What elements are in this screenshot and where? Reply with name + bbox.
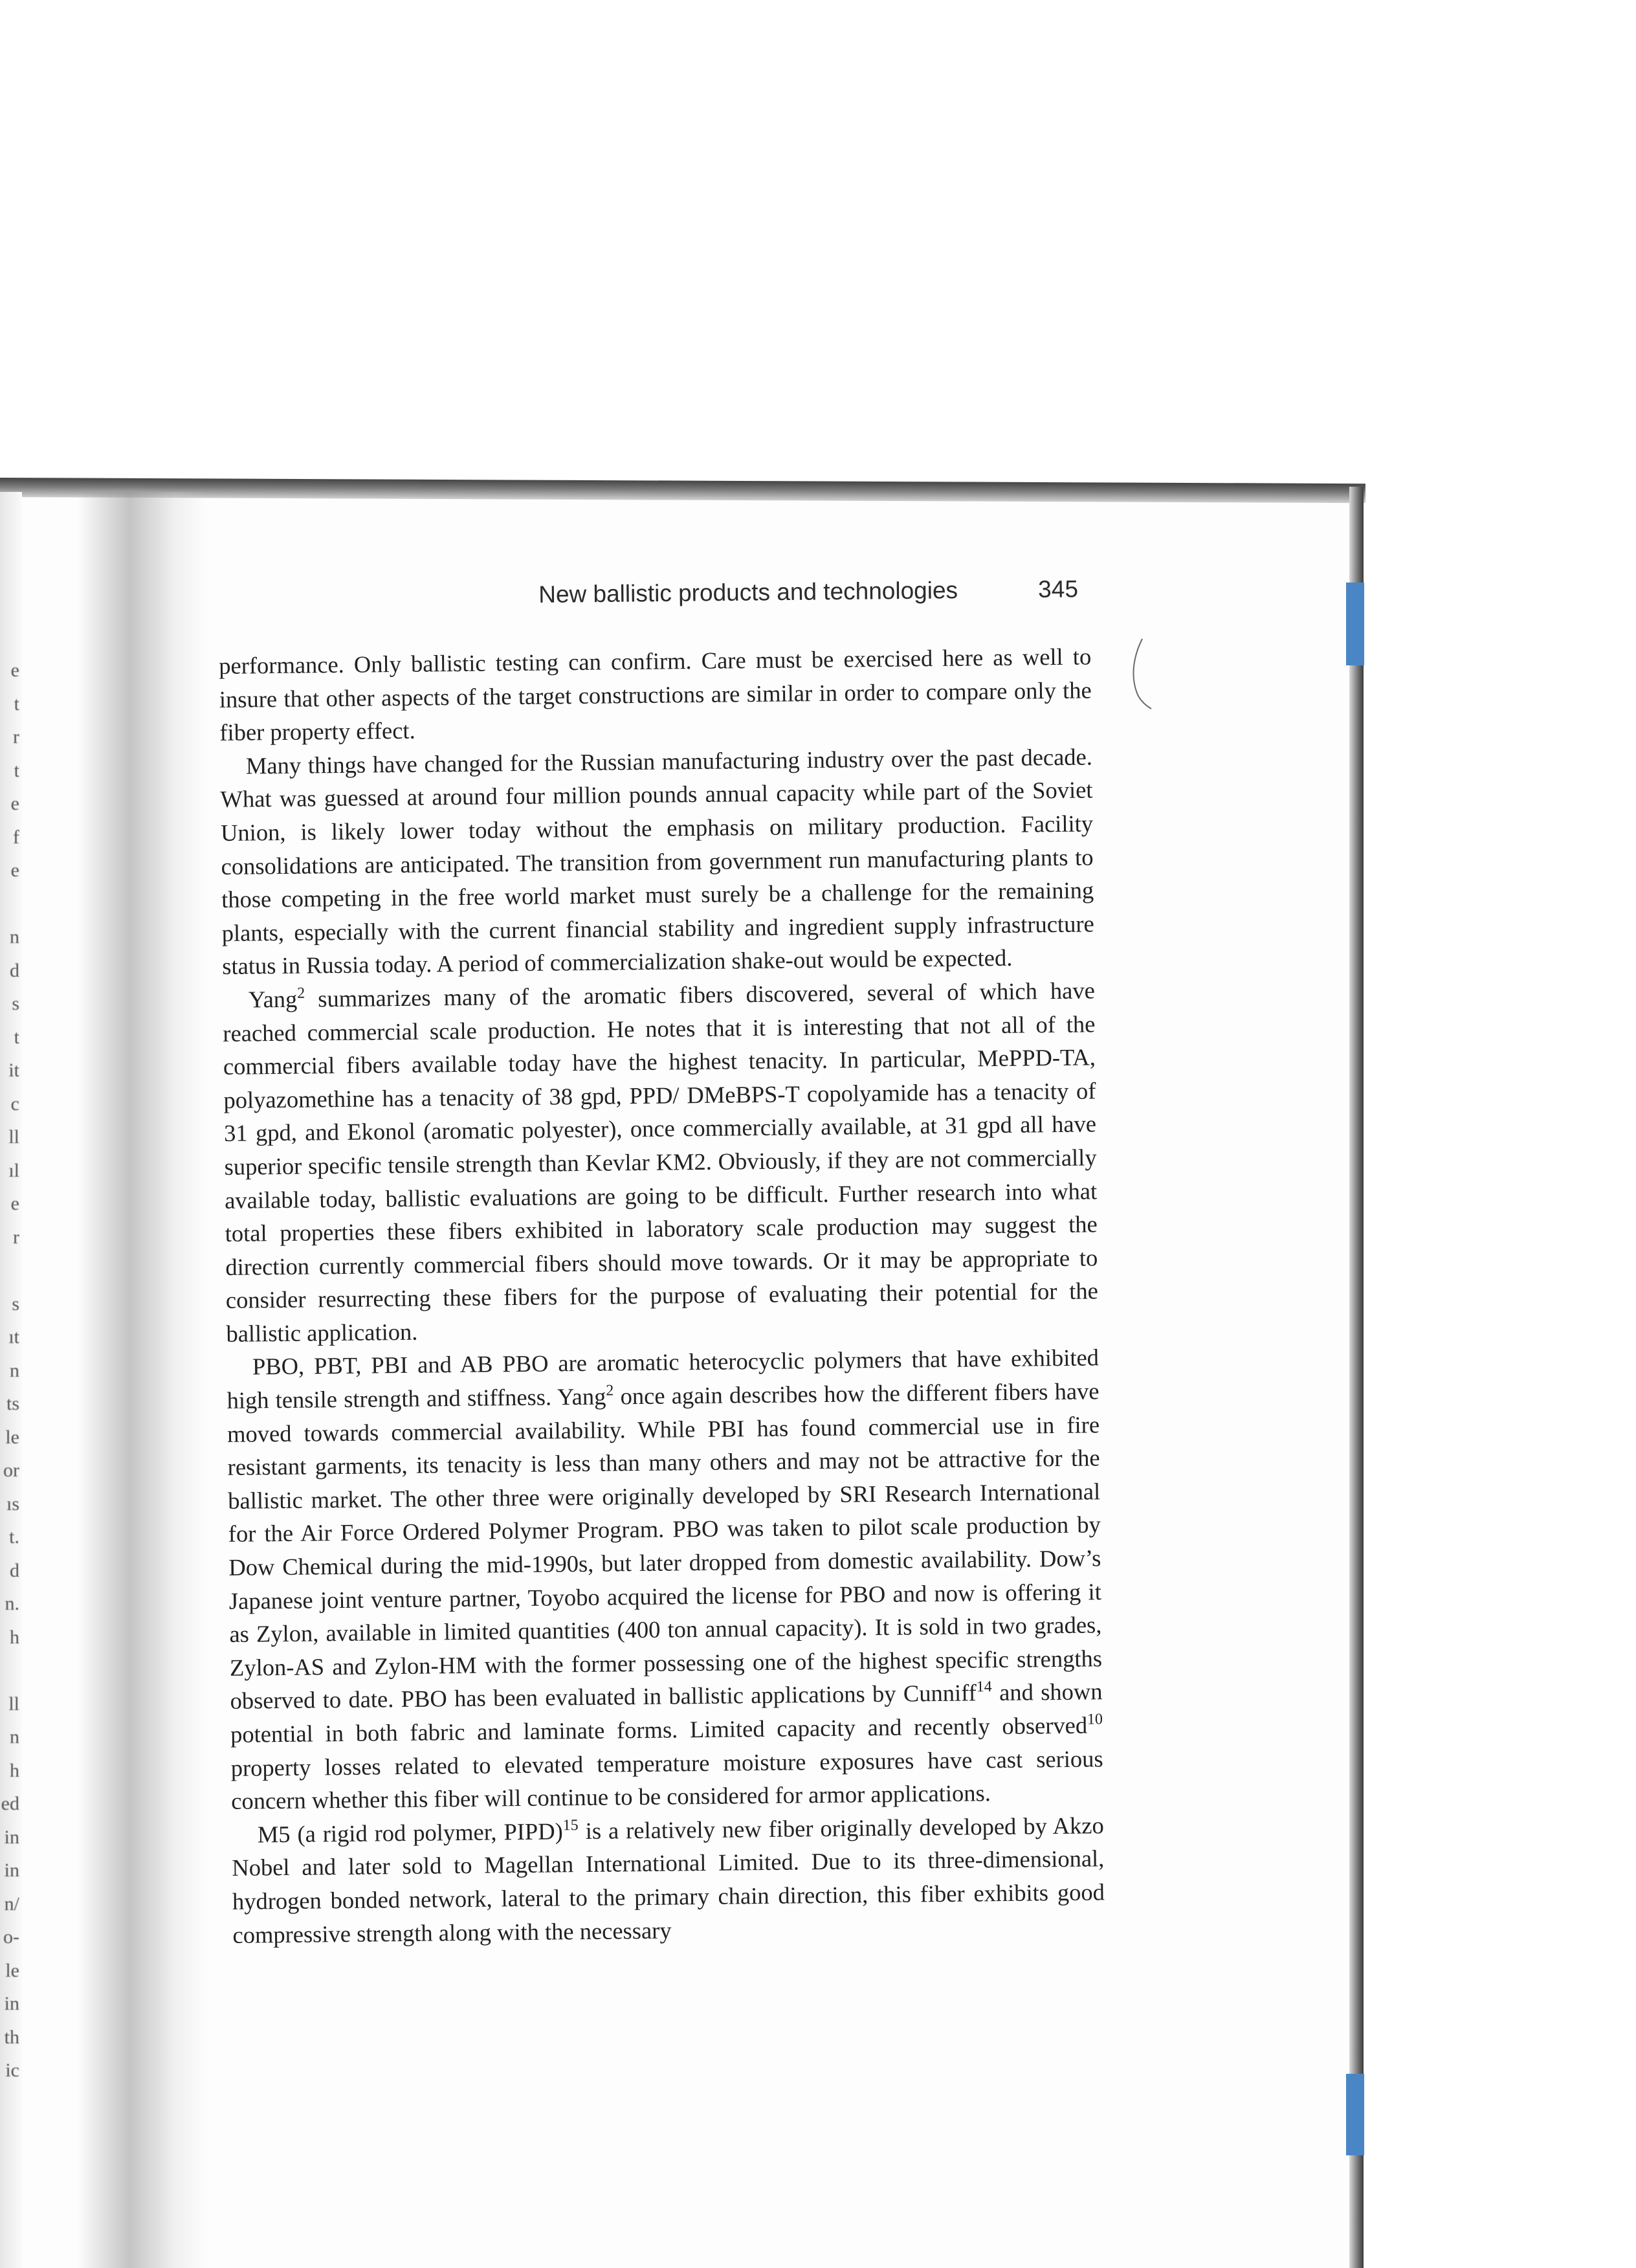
facing-page-fragment: n: [10, 926, 19, 948]
paragraph: [223, 973, 1099, 1350]
facing-page-fragment: [0, 1654, 19, 1687]
facing-page-fragment: d: [10, 959, 19, 981]
facing-page-fragment: [0, 1254, 19, 1287]
paragraph: [232, 1808, 1105, 1951]
paragraph-text: PBO, PBT, PBI and AB PBO are aromatic heterocyclic polymers that have exhibited high tensile strength and stiffness. Yang: [227, 1344, 1100, 1414]
facing-page-fragment: e: [10, 1193, 19, 1214]
paragraph-text: Yang: [248, 985, 298, 1013]
facing-page-fragment: n: [10, 1359, 19, 1381]
facing-page-fragment: it: [8, 1060, 19, 1081]
paragraph: [219, 639, 1092, 749]
citation-superscript: 2: [606, 1382, 614, 1399]
facing-page-fragment: f: [13, 826, 19, 848]
facing-page-fragment: e: [10, 860, 19, 881]
facing-page-text-fragments: [0, 654, 19, 2087]
facing-page-fragment: s: [12, 1293, 19, 1315]
facing-page-fragment: ıl: [8, 1159, 19, 1181]
facing-page-fragment: le: [5, 1959, 19, 1981]
facing-page-fragment: ll: [8, 1693, 19, 1715]
paragraph-text: Many things have changed for the Russian manufacturing industry over the past decade. What was guessed at around four million pounds annual capacity while part of the Soviet Union, is likely lower today without the emphasis on military production. Facility consolidations are anticipated. The transition from government run manufacturing plants to those competing in the free world market must surely be a challenge for the remaining plants, especially with the current financial stability and ingredient supply infrastructure status in Russia today. A period of commercialization shake-out would be expected.: [220, 743, 1094, 980]
facing-page-fragment: n/: [4, 1893, 19, 1915]
facing-page-fragment: e: [10, 660, 19, 681]
paragraph-text: property losses related to elevated temperature moisture exposures have cast serious concern whether this fiber will continue to be considered for armor applications.: [230, 1744, 1103, 1815]
facing-page-fragment: c: [10, 1093, 19, 1115]
facing-page-fragment: ıt: [8, 1326, 19, 1348]
paragraph: [227, 1341, 1104, 1818]
facing-page-fragment: or: [3, 1460, 19, 1481]
facing-page-fragment: t.: [9, 1526, 19, 1548]
facing-page-fragment: ed: [1, 1793, 19, 1814]
citation-superscript: 2: [297, 984, 305, 1002]
facing-page-fragment: [0, 887, 19, 921]
facing-page-fragment: r: [13, 1226, 19, 1248]
facing-page-fragment: n: [10, 1726, 19, 1748]
facing-page-fragment: ts: [6, 1393, 19, 1414]
paragraph-text: summarizes many of the aromatic fibers discovered, several of which have reached commercial scale production. He notes that it is interesting that not all of the commercial fibers available today have the highest tenacity. In particular, MePPD-TA, polyazomethine has a tenacity of 38 gpd, PPD/ DMeBPS-T copolyamide has a tenacity of 31 gpd, and Ekonol (aromatic polyester), once commercially available, at 31 gpd all have superior specific tensile strength than Kevlar KM2. Obviously, if they are not commercially available today, ballistic evaluations are going to be difficult. Further research into what total properties these fibers exhibited in laboratory scale production may suggest the direction currently commercial fibers should move towards. Or it may be appropriate to consider resurrecting these fibers for the purpose of evaluating their potential for the ballistic application.: [223, 977, 1099, 1347]
facing-page-fragment: in: [4, 1826, 19, 1848]
facing-page-fragment: d: [10, 1559, 19, 1581]
citation-superscript: 15: [562, 1816, 579, 1834]
running-header-title: New ballistic products and technologies: [538, 577, 958, 608]
paragraph-text: is a relatively new fiber originally developed by Akzo Nobel and later sold to Magellan International Limited. Due to its three-dimensional, hydrogen bonded network, lateral to the primary chain direction, this fiber exhibits good compressive strength along with the necessary: [232, 1812, 1105, 1948]
facing-page-fragment: h: [10, 1759, 19, 1781]
facing-page-fragment: s: [12, 993, 19, 1014]
facing-page-fragment: th: [4, 2026, 19, 2048]
paragraph: [220, 740, 1095, 983]
facing-page-fragment: o-: [3, 1926, 19, 1948]
paragraph-text: performance. Only ballistic testing can confirm. Care must be exercised here as well to insure that other aspects of the target constructions are similar in order to compare only the fiber property effect.: [219, 643, 1092, 746]
page-number: 345: [1037, 575, 1079, 603]
facing-page-fragment: e: [10, 793, 19, 814]
citation-superscript: 10: [1087, 1711, 1103, 1728]
citation-superscript: 14: [976, 1678, 992, 1696]
book-cover-edge: [1349, 487, 1364, 2268]
facing-page-fragment: t: [14, 759, 19, 781]
paragraph-text: once again describes how the different fibers have moved towards commercial availability. While PBI has found commercial use in fire resistant garments, its tenacity is less than many others and may not be attractive for the ballistic market. The other three were originally developed by SRI Research International for the Air Force Ordered Polymer Program. PBO was taken to pilot scale production by Dow Chemical during the mid-1990s, but later dropped from domestic availability. Dow’s Japanese joint venture partner, Toyobo acquired the license for PBO and now is offering it as Zylon, available in limited quantities (400 ton annual capacity). It is sold in two grades, Zylon-AS and Zylon-HM with the former possessing one of the highest specific strengths observed to date. PBO has been evaluated in ballistic applications by Cunniff: [227, 1377, 1103, 1715]
facing-page-fragment: in: [4, 1860, 19, 1881]
facing-page-fragment: t: [14, 1026, 19, 1048]
body-text: [219, 639, 1105, 1951]
pencil-bracket-mark: [1129, 638, 1162, 715]
facing-page-fragment: in: [4, 1993, 19, 2014]
gutter-shadow: [78, 492, 207, 2268]
facing-page-fragment: n.: [5, 1593, 19, 1614]
facing-page-fragment: ıs: [6, 1493, 19, 1515]
facing-page-fragment: t: [14, 693, 19, 715]
facing-page-fragment: h: [10, 1626, 19, 1648]
facing-page-fragment: le: [5, 1426, 19, 1448]
facing-page-fragment: ic: [5, 2060, 19, 2081]
cover-color-tab-bottom: [1346, 2074, 1364, 2155]
facing-page-fragment: ll: [8, 1126, 19, 1148]
paragraph-text: and shown potential in both fabric and laminate forms. Limited capacity and recently observed: [230, 1678, 1103, 1748]
paragraph-text: M5 (a rigid rod polymer, PIPD): [257, 1818, 563, 1848]
cover-color-tab-top: [1346, 583, 1364, 665]
facing-page-fragment: r: [13, 726, 19, 748]
